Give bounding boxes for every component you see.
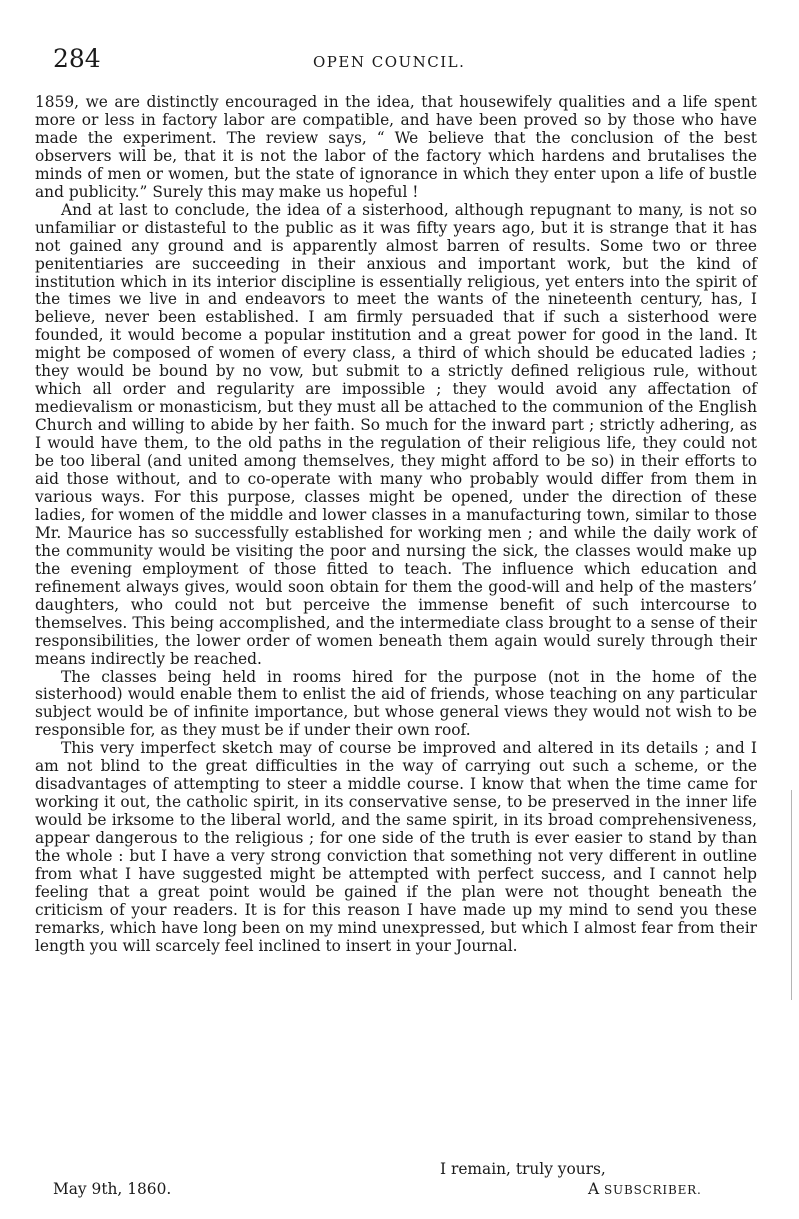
page-number: 284	[53, 44, 101, 73]
page-edge-shadow	[791, 790, 792, 1000]
paragraph-4: This very imperfect sketch may of course be improved and altered in its details ; and I am not blind to the great difficulties in the way of carrying out such a scheme, or the disadvantages of attempting to steer a middle course. I know that when the time came for working it out, the catholic spirit, in its conservative sense, to be preserved in the inner life would be irksome to the liberal world, and the same spirit, in its broad comprehensiveness, appear dangerous to the religious ; for one side of the truth is ever easier to stand by than the whole : but I have a very strong conviction that something not very different in outline from what I have suggested might be attempted with perfect success, and I cannot help feeling that a great point would be gained if the plan were not thought beneath the criticism of your readers. It is for this reason I have made up my mind to send you these remarks, which have long been on my mind unexpressed, but which I almost fear from their length you will scarcely feel inclined to insert in your Journal.	[35, 739, 757, 955]
article-body	[35, 94, 757, 956]
paragraph-2: And at last to conclude, the idea of a sisterhood, although repugnant to many, is not so unfamiliar or distasteful to the public as it was fifty years ago, but it is strange that it has not gained any ground and is apparently almost barren of results. Some two or three penitentiaries are succeeding in their anxious and important work, but the kind of institution which in its interior discipline is essentially religious, yet enters into the spirit of the times we live in and endeavors to meet the wants of the nineteenth century, has, I believe, never been established. I am firmly persuaded that if such a sisterhood were founded, it would become a popular institution and a great power for good in the land. It might be composed of women of every class, a third of which should be educated ladies ; they would be bound by no vow, but submit to a strictly defined religious rule, without which all order and regularity are impossible ; they would avoid any affectation of medievalism or monasticism, but they must all be attached to the communion of the English Church and willing to abide by her faith. So much for the inward part ; strictly adhering, as I would have them, to the old paths in the regulation of their religious life, they could not be too liberal (and united among themselves, they might afford to be so) in their efforts to aid those without, and to co-operate with many who probably would differ from them in various ways. For this purpose, classes might be opened, under the direction of these ladies, for women of the middle and lower classes in a manufacturing town, similar to those Mr. Maurice has so successfully established for working men ; and while the daily work of the community would be visiting the poor and nursing the sick, the classes would make up the evening employment of those fitted to teach. The influence which education and refinement always gives, would soon obtain for them the good-will and help of the masters’ daughters, who could not but perceive the immense benefit of such intercourse to themselves. This being accomplished, and the intermediate class brought to a sense of their responsibilities, the lower order of women beneath them again would surely through their means indirectly be reached.	[35, 200, 757, 668]
signoff: I remain, truly yours,	[440, 1160, 606, 1178]
signature-name: SUBSCRIBER.	[604, 1183, 702, 1197]
signature-initial: A	[588, 1180, 600, 1198]
running-title: OPEN COUNCIL.	[313, 53, 466, 71]
paragraph-3: The classes being held in rooms hired for the purpose (not in the home of the sisterhood) would enable them to enlist the aid of friends, whose teaching on any particular subject would be of infinite importance, but whose general views they would not wish to be responsible for, as they must be if under their own roof.	[35, 667, 757, 740]
letter-date: May 9th, 1860.	[53, 1180, 172, 1198]
paragraph-1: 1859, we are distinctly encouraged in the idea, that housewifely qualities and a life spent more or less in factory labor are compatible, and have been proved so by those who have made the experiment. The review says, “ We believe that the conclusion of the best observers will be, that it is not the labor of the factory which hardens and brutalises the minds of men or women, but the state of ignorance in which they enter upon a life of bustle and publicity.” Surely this may make us hopeful !	[35, 93, 757, 201]
page-header	[53, 44, 765, 78]
signature	[588, 1180, 702, 1199]
